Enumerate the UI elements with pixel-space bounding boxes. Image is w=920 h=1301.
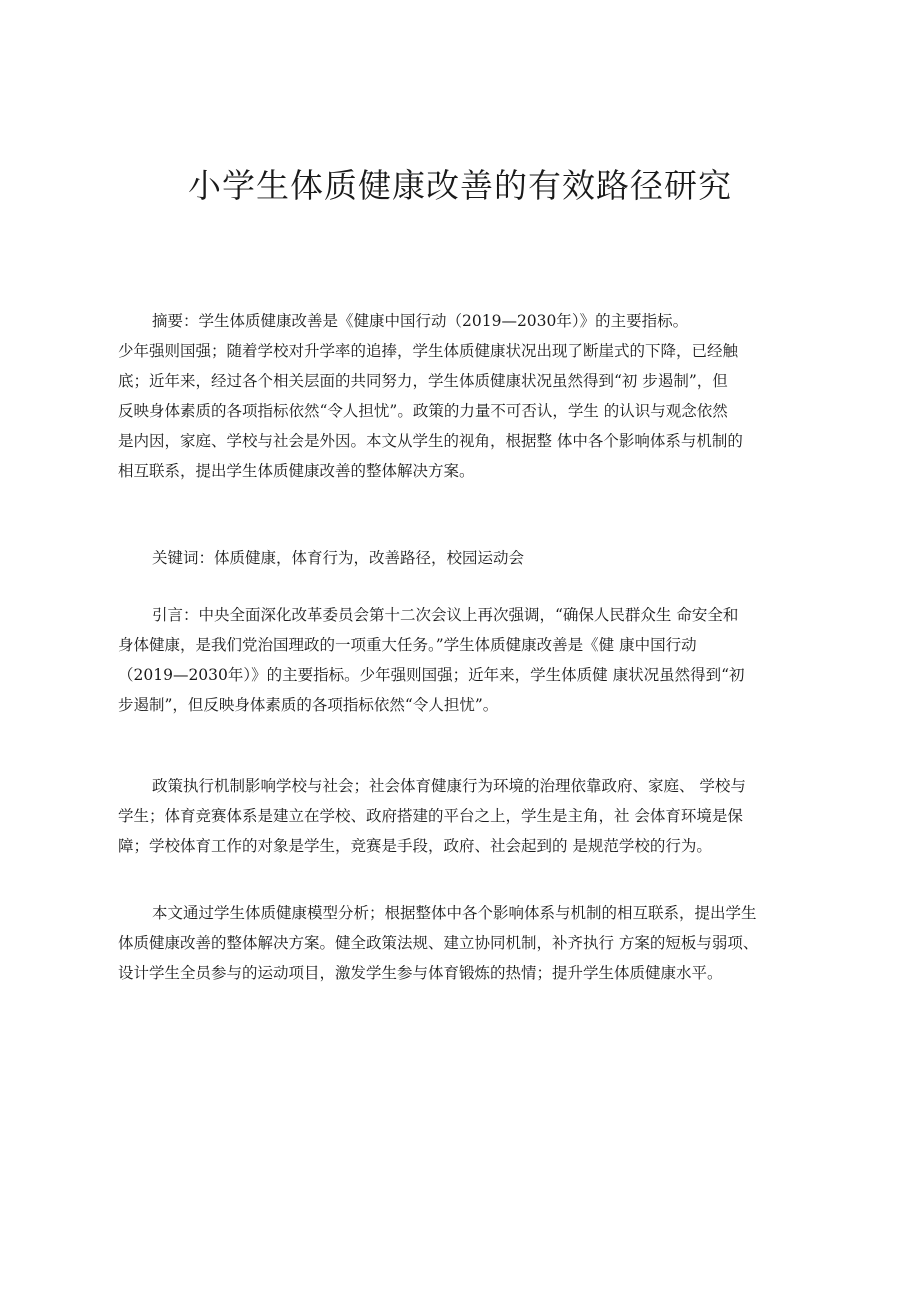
conclusion-line: 体质健康改善的整体解决方案。健全政策法规、建立协同机制，补齐执行 方案的短板与弱项、	[118, 934, 759, 952]
introduction-line: 步遏制”，但反映身体素质的各项指标依然“令人担忧”。	[118, 696, 499, 714]
introduction-line: （2019—2030年）》的主要指标。少年强则国强；近年来，学生体质健 康状况虽然得到“初	[118, 666, 745, 684]
abstract-line: 摘要：学生体质健康改善是《健康中国行动（2019—2030年）》的主要指标。	[152, 312, 689, 330]
introduction-line: 引言：中央全面深化改革委员会第十二次会议上再次强调，“确保人民群众生 命安全和	[152, 606, 739, 624]
introduction-paragraph	[118, 600, 838, 720]
abstract-line: 相互联系，提出学生体质健康改善的整体解决方案。	[118, 462, 475, 480]
conclusion-line: 本文通过学生体质健康模型分析；根据整体中各个影响体系与机制的相互联系，提出学生	[152, 904, 757, 922]
policy-paragraph	[118, 771, 838, 861]
abstract-line: 底；近年来，经过各个相关层面的共同努力，学生体质健康状况虽然得到“初 步遏制”，但	[118, 372, 728, 390]
paper-title: 小学生体质健康改善的有效路径研究	[188, 166, 732, 205]
policy-line: 障；学校体育工作的对象是学生，竞赛是手段，政府、社会起到的 是规范学校的行为。	[118, 837, 712, 855]
keywords-line: 关键词：体质健康，体育行为，改善路径，校园运动会	[152, 549, 525, 567]
abstract-line: 是内因，家庭、学校与社会是外因。本文从学生的视角，根据整 体中各个影响体系与机制的	[118, 432, 743, 450]
abstract-line: 反映身体素质的各项指标依然“令人担忧”。政策的力量不可否认，学生 的认识与观念依然	[118, 402, 728, 420]
keywords-paragraph	[118, 543, 838, 573]
policy-line: 学生；体育竞赛体系是建立在学校、政府搭建的平台之上，学生是主角，社 会体育环境是保	[118, 807, 743, 825]
abstract-line: 少年强则国强；随着学校对升学率的追捧，学生体质健康状况出现了断崖式的下降，已经触	[118, 342, 739, 360]
conclusion-line: 设计学生全员参与的运动项目，激发学生参与体育锻炼的热情；提升学生体质健康水平。	[118, 964, 723, 982]
conclusion-paragraph	[118, 898, 838, 988]
introduction-line: 身体健康，是我们党治国理政的一项重大任务。”学生体质健康改善是《健 康中国行动	[118, 636, 697, 654]
policy-line: 政策执行机制影响学校与社会；社会体育健康行为环境的治理依靠政府、家庭、 学校与	[152, 777, 746, 795]
abstract-paragraph	[118, 306, 838, 486]
